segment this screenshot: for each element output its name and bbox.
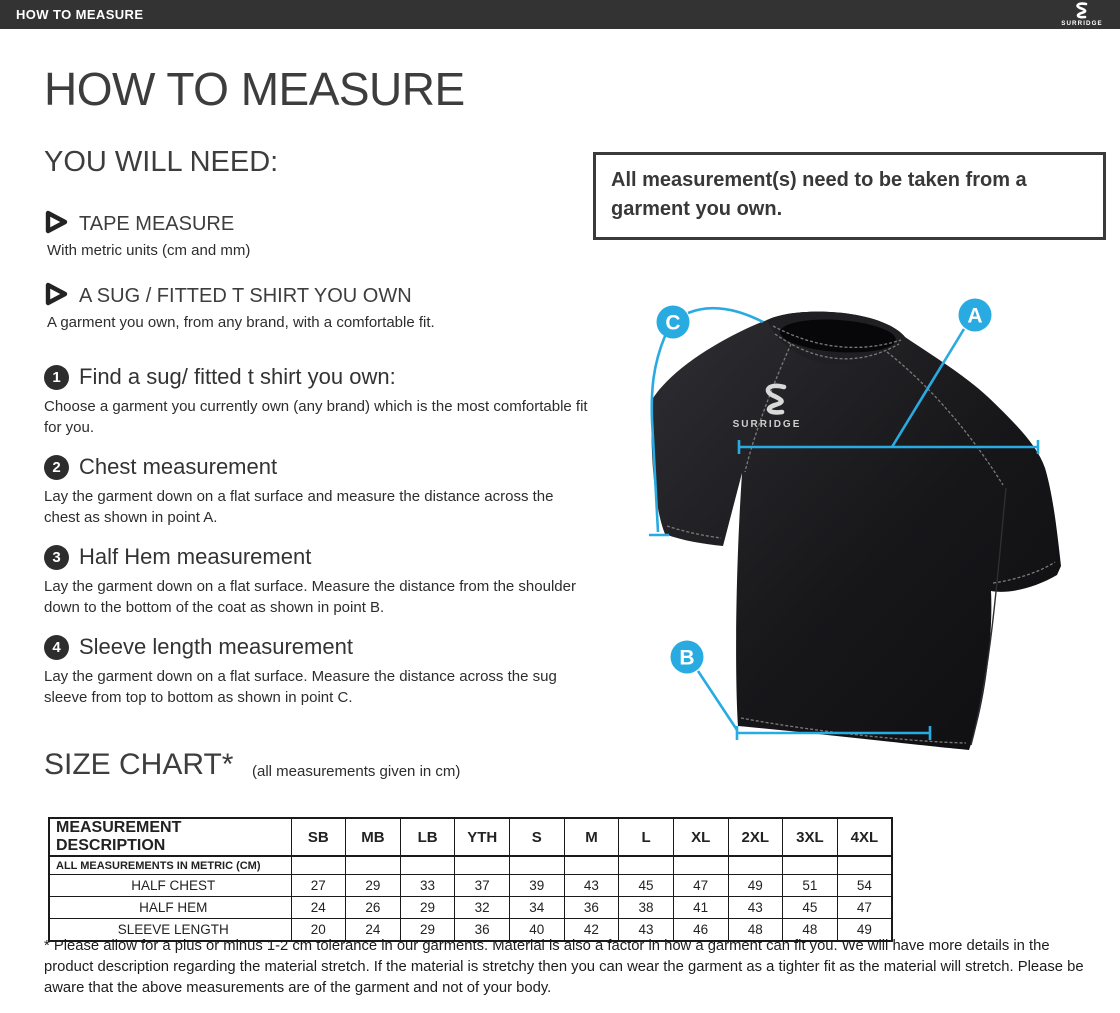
table-row-label: HALF CHEST <box>49 875 291 897</box>
table-cell: 40 <box>510 919 565 942</box>
table-cell: 48 <box>728 919 783 942</box>
table-row-label: SLEEVE LENGTH <box>49 919 291 942</box>
table-header-cell: MB <box>346 818 401 856</box>
table-row-label: ALL MEASUREMENTS IN METRIC (CM) <box>49 856 291 875</box>
shirt-graphic <box>652 312 1062 750</box>
table-cell: 43 <box>619 919 674 942</box>
surridge-logo-text: SURRIDGE <box>1061 20 1103 27</box>
need-item-label: A SUG / FITTED T SHIRT YOU OWN <box>79 285 412 307</box>
table-cell: 54 <box>837 875 892 897</box>
step-title: Half Hem measurement <box>79 544 312 569</box>
table-cell: 51 <box>783 875 838 897</box>
marker-b-badge <box>671 641 704 674</box>
table-cell <box>455 856 510 875</box>
table-cell <box>510 856 565 875</box>
table-cell: 43 <box>728 897 783 919</box>
need-item-description: A garment you own, from any brand, with a comfortable fit. <box>47 314 435 331</box>
table-cell: 47 <box>673 875 728 897</box>
table-cell: 20 <box>291 919 346 942</box>
table-row <box>49 856 892 875</box>
need-item-tape-measure <box>44 210 604 259</box>
table-header-cell: XL <box>673 818 728 856</box>
table-cell: 48 <box>783 919 838 942</box>
top-bar <box>0 0 1120 29</box>
marker-b-label: B <box>679 646 695 670</box>
table-header-cell: YTH <box>455 818 510 856</box>
table-cell: 32 <box>455 897 510 919</box>
page-title: HOW TO MEASURE <box>44 63 465 115</box>
note-box <box>593 152 1106 240</box>
size-chart-heading: SIZE CHART* <box>44 748 234 781</box>
step-4 <box>44 634 589 708</box>
table-cell: 37 <box>455 875 510 897</box>
table-cell: 24 <box>346 919 401 942</box>
table-cell: 49 <box>837 919 892 942</box>
table-header-cell: 2XL <box>728 818 783 856</box>
table-cell <box>400 856 455 875</box>
step-title: Sleeve length measurement <box>79 634 353 659</box>
measurement-diagram <box>595 280 1115 780</box>
table-cell: 47 <box>837 897 892 919</box>
step-number-badge: 3 <box>44 545 69 570</box>
table-header-row <box>49 818 892 856</box>
table-header-cell: L <box>619 818 674 856</box>
table-cell: 34 <box>510 897 565 919</box>
table-cell <box>837 856 892 875</box>
table-header-cell: M <box>564 818 619 856</box>
table-cell <box>728 856 783 875</box>
table-cell <box>291 856 346 875</box>
step-description: Lay the garment down on a flat surface. Measure the distance across the sug sleeve from top to bottom as shown in point C. <box>44 668 557 706</box>
play-triangle-icon <box>44 282 68 311</box>
step-2 <box>44 454 589 528</box>
surridge-logo-icon <box>1052 1 1112 33</box>
table-cell: 29 <box>400 897 455 919</box>
you-will-need-heading: YOU WILL NEED: <box>44 146 279 178</box>
table-cell: 38 <box>619 897 674 919</box>
table-header-cell: S <box>510 818 565 856</box>
table-cell: 29 <box>346 875 401 897</box>
table-row-label: HALF HEM <box>49 897 291 919</box>
table-cell: 36 <box>455 919 510 942</box>
step-description: Choose a garment you currently own (any brand) which is the most comfortable fit for you. <box>44 398 588 436</box>
table-cell <box>619 856 674 875</box>
note-text: All measurement(s) need to be taken from a garment you own. <box>611 169 1027 220</box>
table-cell: 42 <box>564 919 619 942</box>
step-title: Find a sug/ fitted t shirt you own: <box>79 364 396 389</box>
table-cell: 45 <box>783 897 838 919</box>
step-number-badge: 2 <box>44 455 69 480</box>
step-number-badge: 4 <box>44 635 69 660</box>
table-cell: 33 <box>400 875 455 897</box>
table-cell: 26 <box>346 897 401 919</box>
table-cell: 41 <box>673 897 728 919</box>
size-chart-table <box>48 817 893 942</box>
table-cell <box>564 856 619 875</box>
step-description: Lay the garment down on a flat surface and measure the distance across the chest as shown in point A. <box>44 488 554 526</box>
step-1 <box>44 364 589 438</box>
table-row <box>49 897 892 919</box>
table-cell: 49 <box>728 875 783 897</box>
footnote-text: * Please allow for a plus or minus 1-2 cm tolerance in our garments. Material is also a factor in how a garment can fit you. We will have more details in the product description regarding the material stretch. If the material is stretchy then you can wear the garment as a tighter fit as the material will stretch. Please be aware that the above measurements are of the garment and not of your body. <box>44 938 1084 996</box>
step-description: Lay the garment down on a flat surface. Measure the distance from the shoulder down to the bottom of the coat as shown in point B. <box>44 578 576 616</box>
top-bar-title: HOW TO MEASURE <box>16 7 144 22</box>
table-cell <box>346 856 401 875</box>
table-cell: 39 <box>510 875 565 897</box>
table-cell <box>783 856 838 875</box>
need-item-fitted-shirt <box>44 282 604 331</box>
need-item-label: TAPE MEASURE <box>79 213 235 235</box>
table-cell: 27 <box>291 875 346 897</box>
shirt-diagram-svg <box>595 280 1115 780</box>
shirt-logo-text: SURRIDGE <box>732 419 802 430</box>
marker-a-label: A <box>967 304 983 328</box>
table-cell: 29 <box>400 919 455 942</box>
play-triangle-icon <box>44 210 68 239</box>
step-3 <box>44 544 589 618</box>
table-header-cell: LB <box>400 818 455 856</box>
table-cell <box>673 856 728 875</box>
table-header-cell: 4XL <box>837 818 892 856</box>
marker-a-badge <box>959 299 992 332</box>
table-cell: 43 <box>564 875 619 897</box>
table-cell: 36 <box>564 897 619 919</box>
table-header-cell: MEASUREMENT DESCRIPTION <box>49 818 291 856</box>
marker-c-badge <box>657 306 690 339</box>
table-cell: 45 <box>619 875 674 897</box>
table-cell: 24 <box>291 897 346 919</box>
table-cell: 46 <box>673 919 728 942</box>
table-header-cell: SB <box>291 818 346 856</box>
table-header-cell: 3XL <box>783 818 838 856</box>
size-chart-subheading: (all measurements given in cm) <box>252 763 461 780</box>
marker-c-label: C <box>665 311 681 335</box>
table-row <box>49 875 892 897</box>
step-title: Chest measurement <box>79 454 278 479</box>
need-item-description: With metric units (cm and mm) <box>47 242 251 259</box>
step-number-badge: 1 <box>44 365 69 390</box>
